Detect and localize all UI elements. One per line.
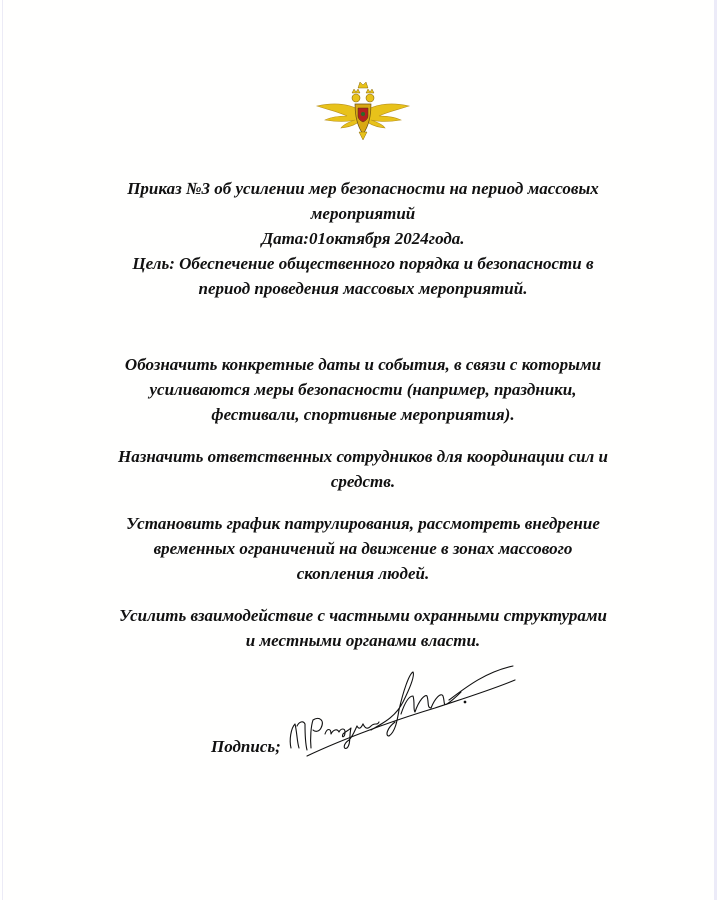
paragraph-patrol-schedule	[3, 511, 720, 586]
document-page	[2, 0, 717, 900]
handwritten-signature-icon	[285, 652, 520, 762]
date-line: Дата:01октября 2024года.	[261, 229, 465, 248]
paragraph-line: Усилить взаимодействие с частными охранными структурами	[119, 606, 607, 625]
signature-label: Подпись;	[211, 737, 281, 756]
title-line-1: Приказ №3 об усилении мер безопасности на период массовых	[127, 179, 599, 198]
double-headed-eagle-emblem-icon	[313, 60, 413, 160]
paragraph-line: Назначить ответственных сотрудников для координации сил и	[117, 447, 608, 466]
paragraph-line: скопления людей.	[296, 564, 430, 583]
paragraph-cooperation	[3, 603, 720, 653]
paragraph-line: временных ограничений на движение в зонах массового	[153, 539, 573, 558]
paragraph-line: усиливаются меры безопасности (например, праздники,	[149, 380, 577, 399]
paragraph-responsible-staff	[3, 444, 720, 494]
paragraph-line: и местными органами власти.	[245, 631, 481, 650]
title-line-2: мероприятий	[310, 204, 416, 223]
document-header	[3, 176, 720, 301]
goal-line-1: Цель: Обеспечение общественного порядка и безопасности в	[132, 254, 594, 273]
paragraph-line: Обозначить конкретные даты и события, в связи с которыми	[124, 355, 602, 374]
paragraph-line: Установить график патрулирования, рассмотреть внедрение	[126, 514, 600, 533]
goal-line-2: период проведения массовых мероприятий.	[198, 279, 528, 298]
paragraph-line: фестивали, спортивные мероприятия).	[211, 405, 515, 424]
paragraph-line: средств.	[330, 472, 396, 491]
paragraph-dates-events	[3, 352, 720, 427]
